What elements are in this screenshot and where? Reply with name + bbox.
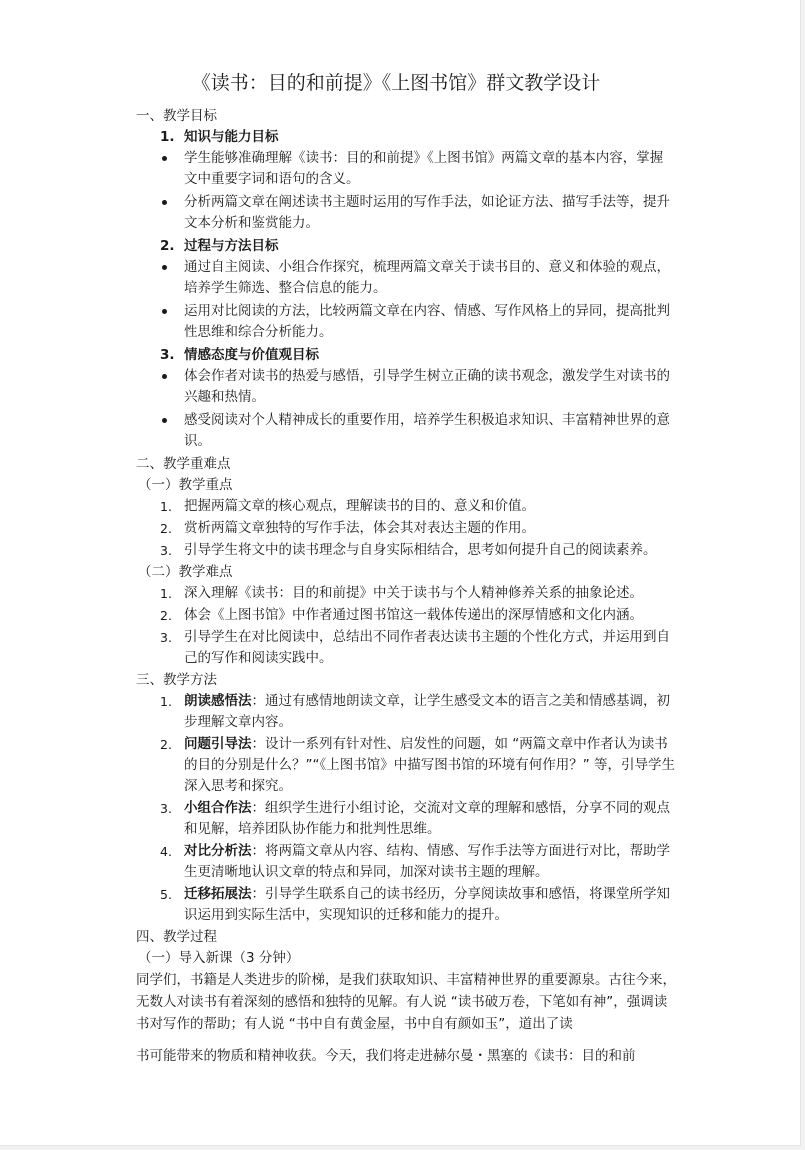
method-label: 朗读感悟法 [184,693,252,709]
bullet-item: 运用对比阅读的方法，比较两篇文章在内容、情感、写作风格上的异同，提高批判性思维和综合分析能力。 [136,301,676,343]
objective-number: 2. [160,238,175,254]
method-item [136,884,676,926]
bullet-item: 感受阅读对个人精神成长的重要作用，培养学生积极追求知识、丰富精神世界的意识。 [136,410,676,452]
subsection-heading-intro: （一）导入新课（3 分钟） [138,950,300,966]
document-body [136,70,676,1067]
page-title: 《读书：目的和前提》《上图书馆》群文教学设计 [191,72,601,94]
method-text: ：引导学生联系自己的读书经历，分享阅读故事和感悟，将课堂所学知识运用到实际生活中，实现知识的迁移和能力的提升。 [184,886,670,923]
method-item [136,798,676,840]
numbered-item [136,518,676,539]
numbered-item [136,540,676,561]
method-label: 迁移拓展法 [184,886,252,902]
intro-paragraph [136,969,676,1067]
method-text: ：通过有感情地朗读文章，让学生感受文本的语言之美和情感基调，初步理解文章内容。 [184,693,670,730]
item-number: 2. [160,608,172,623]
bullet-item: 学生能够准确理解《读书：目的和前提》《上图书馆》两篇文章的基本内容，掌握文中重要字词和语句的含义。 [136,148,676,190]
objective-label: 过程与方法目标 [184,238,279,254]
objective-group-heading [136,236,676,257]
bullet-item: 通过自主阅读、小组合作探究，梳理两篇文章关于读书目的、意义和体验的观点，培养学生筛选、整合信息的能力。 [136,257,676,299]
bullet-item: 体会作者对读书的热爱与感悟，引导学生树立正确的读书观念，激发学生对读书的兴趣和热情。 [136,366,676,408]
item-number: 2. [160,737,172,752]
section-heading-process: 四、教学过程 [136,929,217,945]
objective-number: 1. [160,129,175,145]
method-text: ：组织学生进行小组讨论，交流对文章的理解和感悟，分享不同的观点和见解，培养团队协作能力和批判性思维。 [184,800,670,837]
section-heading-key-difficult: 二、教学重难点 [136,456,231,472]
method-text: ：将两篇文章从内容、结构、情感、写作手法等方面进行对比，帮助学生更清晰地认识文章的特点和异同，加深对读书主题的理解。 [184,843,670,880]
objective-number: 3. [160,347,175,363]
subsection-heading-key: （一）教学重点 [138,477,233,493]
method-item [136,691,676,733]
objective-label: 知识与能力目标 [184,129,279,145]
paragraph-text: 书可能带来的物质和精神收获。今天，我们将走进赫尔曼・黑塞的《读书：目的和前 [136,1048,636,1064]
item-number: 3. [160,801,172,816]
method-label: 对比分析法 [184,843,252,859]
numbered-item [136,627,676,669]
objective-group [136,236,676,343]
item-number: 3. [160,630,172,645]
item-text: 体会《上图书馆》中作者通过图书馆这一载体传递出的深厚情感和文化内涵。 [184,607,643,623]
item-text: 引导学生在对比阅读中，总结出不同作者表达读书主题的个性化方式，并运用到自己的写作和阅读实践中。 [184,629,670,666]
item-text: 赏析两篇文章独特的写作手法，体会其对表达主题的作用。 [184,520,535,536]
paragraph-text: 同学们，书籍是人类进步的阶梯，是我们获取知识、丰富精神世界的重要源泉。古往今来，无数人对读书有着深刻的感悟和独特的见解。有人说 “读书破万卷，下笔如有神”，强调读书对写作的帮助；有人说 “书中自有黄金屋，书中自有颜如玉”，道出了读 [136,972,676,1032]
objective-label: 情感态度与价值观目标 [184,347,319,363]
item-number: 3. [160,543,172,558]
objective-group [136,127,676,234]
item-number: 2. [160,521,172,536]
item-number: 4. [160,844,172,859]
method-item [136,841,676,883]
numbered-item [136,496,676,517]
objective-group-heading [136,345,676,366]
method-item [136,734,676,797]
numbered-item [136,583,676,604]
method-label: 问题引导法 [184,736,252,752]
item-text: 深入理解《读书：目的和前提》中关于读书与个人精神修养关系的抽象论述。 [184,585,643,601]
objective-group [136,345,676,452]
item-text: 引导学生将文中的读书理念与自身实际相结合，思考如何提升自己的阅读素养。 [184,542,657,558]
numbered-item [136,605,676,626]
bullet-item: 分析两篇文章在阐述读书主题时运用的写作手法，如论证方法、描写手法等，提升文本分析和鉴赏能力。 [136,192,676,234]
item-number: 1. [160,586,172,601]
method-text: ：设计一系列有针对性、启发性的问题，如 “两篇文章中作者认为读书的目的分别是什么？”“《上图书馆》中描写图书馆的环境有何作用？” 等，引导学生深入思考和探究。 [184,736,676,794]
item-number: 1. [160,694,172,709]
method-label: 小组合作法 [184,800,252,816]
item-number: 5. [160,887,172,902]
section-heading-objectives: 一、教学目标 [136,108,217,124]
objective-group-heading [136,127,676,148]
section-heading-methods: 三、教学方法 [136,672,217,688]
item-number: 1. [160,499,172,514]
subsection-heading-difficult: （二）教学难点 [138,564,233,580]
item-text: 把握两篇文章的核心观点，理解读书的目的、意义和价值。 [184,498,535,514]
